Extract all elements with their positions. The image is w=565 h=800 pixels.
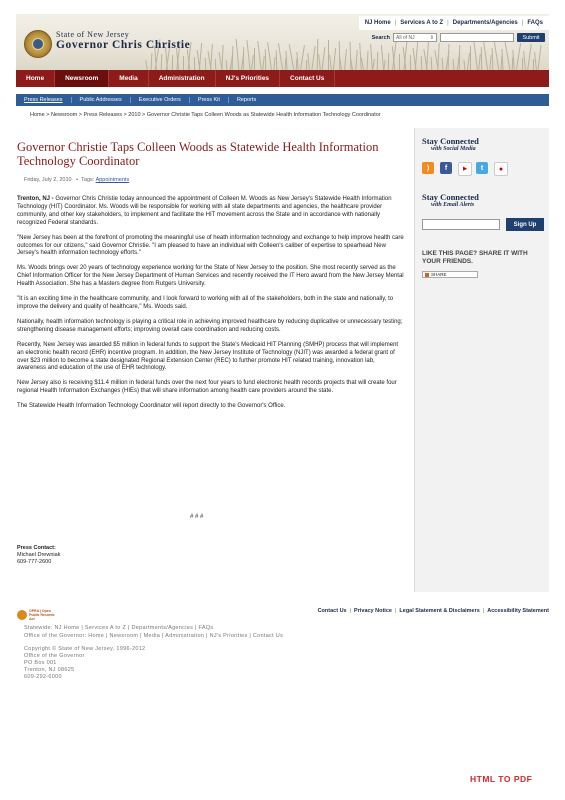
- grass-stroke: [442, 58, 444, 70]
- grass-stroke: [505, 42, 511, 70]
- grass-stroke: [399, 54, 400, 70]
- footer-office-links[interactable]: Office of the Governor: Home | Newsroom | Media | Administration | NJ's Priorities | Contact Us: [24, 633, 284, 639]
- signup-button[interactable]: Sign Up: [506, 218, 544, 231]
- grass-stroke: [275, 50, 277, 70]
- grass-stroke: [473, 39, 478, 70]
- article-paragraph: Nationally, health information technology is playing a critical role in achieving improved healthcare by reducing duplicative or unnecessary testing; strengthening disease management efforts; improving overall care coordination and reducing costs.: [17, 318, 403, 333]
- grass-stroke: [145, 60, 148, 70]
- grass-stroke: [333, 48, 336, 70]
- grass-stroke: [210, 44, 213, 70]
- grass-stroke: [481, 47, 482, 70]
- grass-stroke: [286, 51, 288, 70]
- grass-stroke: [257, 41, 262, 70]
- grass-stroke: [448, 44, 450, 70]
- html-to-pdf-watermark: HTML TO PDF: [470, 774, 533, 784]
- grass-stroke: [491, 48, 493, 70]
- grass-stroke: [161, 54, 163, 70]
- grass-stroke: [318, 54, 321, 70]
- grass-stroke: [322, 47, 326, 70]
- state-name: State of New Jersey: [56, 30, 130, 39]
- grass-stroke: [388, 53, 389, 70]
- copyright: Copyright © State of New Jersey, 1996-2012 Office of the Governor PO Box 001 Trenton, NJ 08625 609-292-6000: [24, 646, 146, 680]
- search-input[interactable]: [440, 33, 514, 42]
- search-scope-value: All of NJ: [396, 34, 415, 41]
- grass-stroke: [431, 57, 433, 70]
- article-paragraph: The Statewide Health Information Technology Coordinator will report directly to the Governor's Office.: [17, 403, 286, 410]
- grass-stroke: [236, 39, 240, 70]
- press-contact: [17, 545, 60, 566]
- grass-stroke: [410, 55, 411, 70]
- grass-stroke: [527, 44, 532, 70]
- grass-stroke: [215, 59, 217, 70]
- grass-stroke: [483, 40, 488, 70]
- main-nav: [16, 70, 549, 87]
- footer-nav: [24, 624, 283, 640]
- search-scope-select[interactable]: [393, 33, 437, 42]
- share-button[interactable]: [422, 271, 478, 278]
- grass-stroke: [172, 55, 173, 70]
- tags-label: Tags:: [81, 177, 95, 183]
- grass-stroke: [254, 48, 255, 70]
- article-paragraph: Ms. Woods brings over 20 years of technology experience working for the State of New Jersey to the position. She most recently served as the Chief Information Officer for the New Jersey Department of Human Services and recently received the IT Hero award from the New Jersey Mental Health Association. She has a Masters degree from Rutgers University.: [17, 265, 404, 288]
- grass-stroke: [502, 49, 504, 70]
- grass-stroke: [329, 55, 332, 70]
- footer-privacy[interactable]: Privacy Notice: [354, 608, 392, 614]
- grass-stroke: [199, 43, 202, 70]
- article-paragraph: Trenton, NJ - Governor Chris Christie today announced the appointment of Colleen M. Woods as New Jersey's Statewide Health Information Technology (HIT) Coordinator. Ms. Woods will be responsible for working with all state departments and agencies, the healthcare provider community, and other key stakeholders, to implement and facilitate the HIT movement across the State and in accordance with nationally recognized Federal standards.: [17, 196, 392, 226]
- opra-logo[interactable]: [17, 608, 55, 621]
- footer-accessibility[interactable]: Accessibility Statement: [487, 608, 549, 614]
- search-label: Search: [371, 34, 390, 41]
- contact-label: Press Contact:: [17, 545, 56, 551]
- grass-stroke: [516, 43, 521, 70]
- grass-stroke: [494, 41, 500, 70]
- article-paragraph: "New Jersey has been at the forefront of promoting the meaningful use of heath information technology and exchange to help improve health care outcomes for our citizens," said Governor Christie. "I am pleased to have an individual with Colleen's caliber of expertise to spearhead New Jersey's health information technology efforts.": [17, 234, 404, 257]
- nav-home[interactable]: Home: [16, 70, 55, 87]
- grass-stroke: [246, 40, 250, 70]
- search-bar: [372, 33, 545, 42]
- grass-stroke: [289, 44, 294, 70]
- flickr-icon[interactable]: ●: [494, 162, 508, 176]
- grass-stroke: [311, 46, 315, 70]
- grass-stroke: [243, 47, 244, 70]
- nav-media[interactable]: Media: [109, 70, 148, 87]
- article-paragraph: New Jersey also is receiving $11.4 million in federal funds over the next four years to fund electronic health records projects that will create four regional Health Information Exchanges (HIEs) that will share information among health care providers around the state.: [17, 380, 397, 395]
- utility-nav: NJ Home | Services A to Z | Departments/Agencies | FAQs: [359, 16, 549, 30]
- grass-stroke: [307, 53, 309, 70]
- article-date: Friday, July 2, 2010: [24, 177, 72, 183]
- email-field[interactable]: [422, 219, 500, 230]
- page-title: Governor Christie Taps Colleen Woods as Statewide Health Information Technology Coordinator: [17, 140, 379, 168]
- grass-stroke: [150, 53, 152, 70]
- subnav-public-addresses[interactable]: Public Addresses: [72, 97, 131, 103]
- article-body: [17, 196, 404, 418]
- util-departments[interactable]: Departments/Agencies: [452, 20, 518, 26]
- breadcrumb[interactable]: Home > Newsroom > Press Releases > 2010 > Governor Christie Taps Colleen Woods as Statewide Health Information Technology Coordinator: [30, 112, 381, 118]
- grass-stroke: [415, 41, 419, 70]
- share-label: SHARE: [431, 272, 447, 277]
- article-meta: Friday, July 2, 2010 • Tags: Appointments: [24, 177, 130, 183]
- share-icon: [425, 273, 429, 277]
- grass-stroke: [355, 50, 357, 70]
- grass-stroke: [426, 42, 429, 70]
- opra-seal-icon: [17, 610, 27, 620]
- util-services[interactable]: Services A to Z: [400, 20, 444, 26]
- tag-link[interactable]: Appointments: [95, 177, 130, 183]
- grass-stroke: [278, 43, 283, 70]
- email-heading: Stay Connected: [422, 192, 479, 202]
- grass-stroke: [459, 45, 460, 70]
- article-paragraph: Recently, New Jersey was awarded $5 million in federal funds to support the State's Medicaid HIT Planning (SMHP) process that will implement an electronic health record (EHR) incentive program. In addition, the New Jersey Institute of Technology (NJIT) was awarded a federal grant of over $23 million to become a state designated Regional Extension Center (REC) to further promote HIT related training, innovation lab, awareness and education of the use of EHR technology.: [17, 341, 399, 372]
- stay-connected-heading: Stay Connected: [422, 136, 479, 146]
- grass-stroke: [437, 43, 439, 70]
- search-submit-button[interactable]: Submit: [517, 33, 545, 42]
- nav-priorities[interactable]: NJ's Priorities: [216, 70, 280, 87]
- grass-stroke: [523, 51, 526, 70]
- grass-stroke: [372, 59, 375, 70]
- state-seal-logo[interactable]: [24, 30, 52, 58]
- util-nj-home[interactable]: NJ Home: [364, 20, 391, 26]
- nav-contact[interactable]: Contact Us: [280, 70, 335, 87]
- contact-phone: 609-777-2600: [17, 559, 52, 565]
- subnav-press-kit[interactable]: Press Kit: [190, 97, 229, 103]
- grass-stroke: [344, 49, 347, 70]
- chevron-updown-icon: ⇕: [429, 34, 434, 41]
- facebook-icon[interactable]: f: [440, 162, 452, 174]
- grass-stroke: [297, 52, 299, 70]
- grass-stroke: [194, 57, 195, 70]
- sub-nav: [16, 94, 549, 106]
- grass-stroke: [232, 46, 234, 70]
- youtube-icon[interactable]: ▶: [458, 162, 472, 176]
- grass-stroke: [470, 46, 471, 70]
- opra-logo-text: OPRA | Open Public Records Act: [29, 608, 55, 621]
- article-paragraph: "It is an exciting time in the healthcare community, and I look forward to working with all of the stakeholders, both in the state and nationally, to improve the delivery and quality of healthcare," Ms. Woods said.: [17, 296, 394, 310]
- share-heading: LIKE THIS PAGE? SHARE IT WITH YOUR FRIENDS.: [422, 250, 528, 265]
- email-subheading: with Email Alerts: [431, 202, 475, 208]
- grass-stroke: [226, 60, 228, 70]
- subnav-executive-orders[interactable]: Executive Orders: [131, 97, 190, 103]
- grass-stroke: [463, 60, 465, 70]
- grass-stroke: [538, 45, 542, 70]
- subnav-press-releases[interactable]: Press Releases: [16, 97, 72, 103]
- end-mark: # # #: [190, 514, 204, 520]
- footer-contact-us[interactable]: Contact Us: [317, 608, 347, 614]
- grass-stroke: [265, 49, 266, 70]
- grass-stroke: [534, 52, 537, 70]
- footer-statewide-links[interactable]: Statewide: NJ Home | Services A to Z | Departments/Agencies | FAQs: [24, 625, 214, 631]
- util-faqs[interactable]: FAQs: [527, 20, 543, 26]
- twitter-icon[interactable]: t: [476, 162, 488, 174]
- nav-newsroom[interactable]: Newsroom: [55, 70, 109, 87]
- footer-links: Contact Us | Privacy Notice | Legal Statement & Disclaimers | Accessibility Statement: [317, 608, 549, 614]
- governor-name[interactable]: Governor Chris Christie: [56, 39, 191, 51]
- sidebar: [414, 128, 549, 592]
- dateline: Trenton, NJ -: [17, 196, 54, 202]
- social-media-subheading: with Social Media: [431, 146, 476, 152]
- grass-stroke: [267, 42, 272, 70]
- subnav-reports[interactable]: Reports: [236, 97, 257, 103]
- grass-stroke: [221, 45, 223, 70]
- nav-administration[interactable]: Administration: [149, 70, 216, 87]
- grass-stroke: [204, 58, 205, 70]
- grass-stroke: [183, 56, 184, 70]
- grass-stroke: [512, 50, 514, 70]
- contact-name: Michael Drewniak: [17, 552, 61, 558]
- grass-stroke: [339, 56, 342, 70]
- rss-icon[interactable]: ): [422, 162, 434, 174]
- grass-stroke: [453, 59, 455, 70]
- site-header: [16, 14, 549, 71]
- grass-stroke: [377, 52, 379, 70]
- grass-stroke: [420, 56, 421, 70]
- grass-stroke: [393, 39, 398, 70]
- grass-stroke: [300, 45, 305, 70]
- footer-legal[interactable]: Legal Statement & Disclaimers: [399, 608, 480, 614]
- grass-stroke: [366, 51, 368, 70]
